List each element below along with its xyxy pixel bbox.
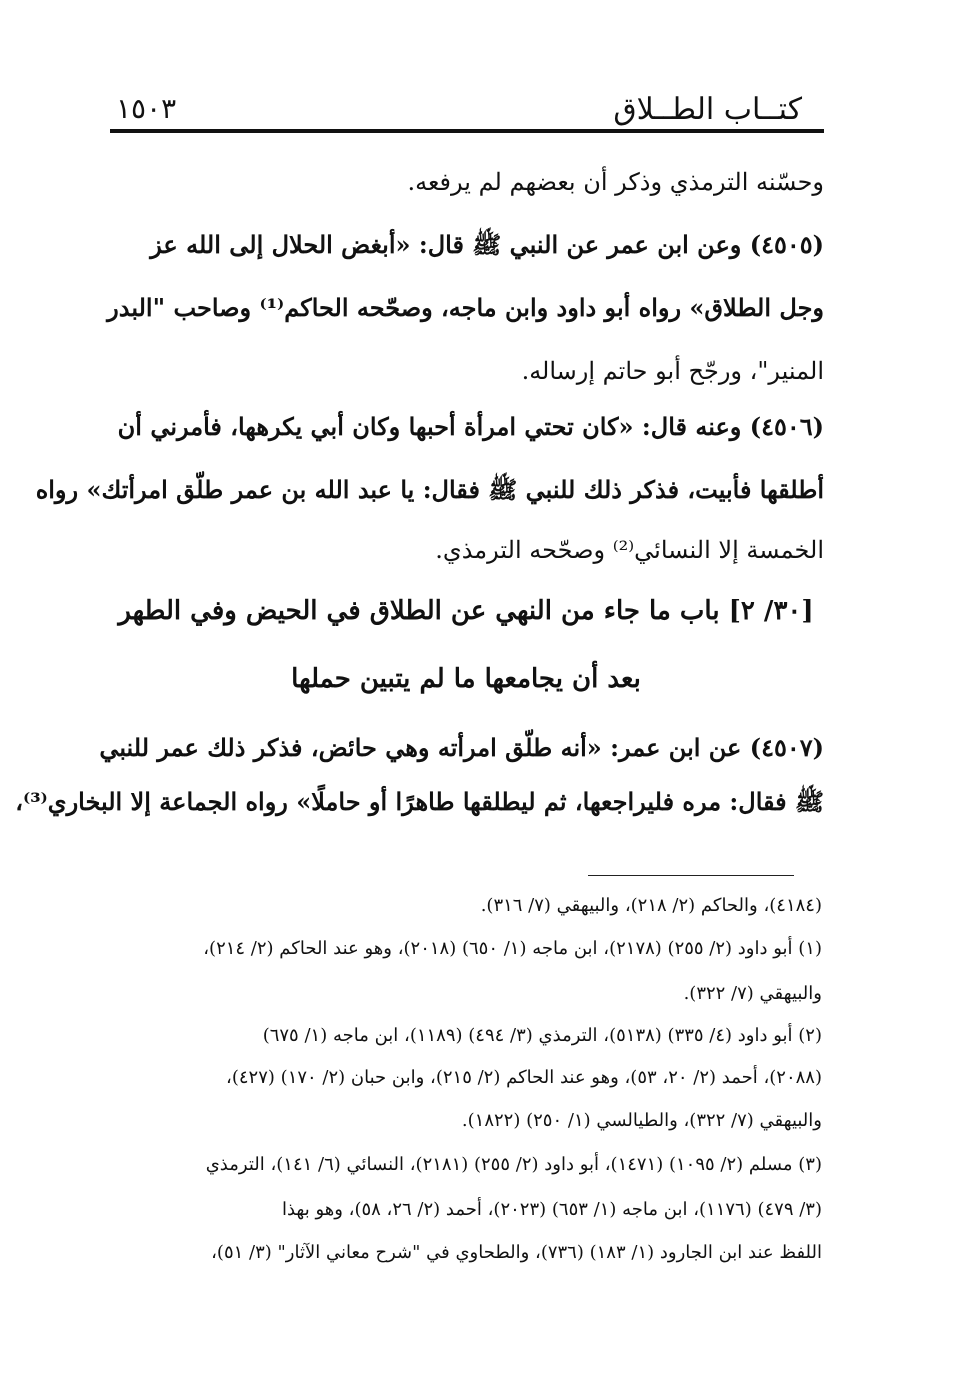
footnote-line: اللفظ عند ابن الجارود (١/ ١٨٣) (٧٣٦)، والطحاوي في "شرح معاني الآثار" (٣/ ٥١)، <box>211 1242 822 1263</box>
page-number: ١٥٠٣ <box>116 92 177 125</box>
body-line: الخمسة إلا النسائي⁽²⁾ وصحّحه الترمذي. <box>435 536 824 564</box>
footnote-line: (١) أبو داود (٢/ ٢٥٥) (٢١٧٨)، ابن ماجه (١/ ٦٥٠) (٢٠١٨)، وهو عند الحاكم (٢/ ٢١٤)، <box>203 938 822 959</box>
body-line: (٤٥٠٦) وعنه قال: «كان تحتي امرأة أحبها وكان أبي يكرهها، فأمرني أن <box>117 412 824 441</box>
body-line: أطلقها فأبيت، فذكر ذلك للنبي ﷺ فقال: يا عبد الله بن عمر طلّق امرأتك» رواه <box>35 475 824 504</box>
page-header <box>112 88 822 132</box>
section-heading-line-2: بعد أن يجامعها ما لم يتبين حملها <box>291 664 641 694</box>
body-line: (٤٥٠٥) وعن ابن عمر عن النبي ﷺ قال: «أبغض الحلال إلى الله عز <box>150 230 824 259</box>
footnote-line: والبيهقي (٧/ ٣٢٢). <box>683 983 822 1004</box>
header-rule <box>110 129 824 133</box>
chapter-title: كتــاب الطــلاق <box>613 92 802 127</box>
footnote-line: (٣) مسلم (٢/ ١٠٩٥) (١٤٧١)، أبو داود (٢/ ٢٥٥) (٢١٨١)، النسائي (٦/ ١٤١)، الترمذي <box>205 1154 822 1175</box>
footnote-line: (٢) أبو داود (٤/ ٣٣٥) (٥١٣٨)، الترمذي (٣/ ٤٩٤) (١١٨٩)، ابن ماجه (١/ ٦٧٥) <box>262 1025 822 1046</box>
section-heading-line-1: [٣٠/ ٢] باب ما جاء من النهي عن الطلاق في الحيض وفي الطهر <box>118 596 814 626</box>
body-line: وجل الطلاق» رواه أبو داود وابن ماجه، وصحّحه الحاكم⁽¹⁾ وصاحب "البدر <box>107 293 824 322</box>
footnote-line: (٤١٨٤)، والحاكم (٢/ ٢١٨)، والبيهقي (٧/ ٣١٦). <box>480 895 822 916</box>
body-line: المنير"، ورجّح أبو حاتم إرساله. <box>521 357 824 385</box>
body-line: وحسّنه الترمذي وذكر أن بعضهم لم يرفعه. <box>407 168 824 196</box>
footnote-separator <box>588 875 794 876</box>
footnote-line: (٣/ ٤٧٩) (١١٧٦)، ابن ماجه (١/ ٦٥٣) (٢٠٢٣)، أحمد (٢/ ٢٦، ٥٨)، وهو بهذا <box>281 1199 822 1220</box>
body-line: ﷺ فقال: مره فليراجعها، ثم ليطلقها طاهرًا أو حاملًا» رواه الجماعة إلا البخاري⁽³⁾، <box>15 787 824 816</box>
footnote-line: (٢٠٨٨)، أحمد (٢/ ٢٠، ٥٣)، وهو عند الحاكم (٢/ ٢١٥)، وابن حبان (٢/ ١٧٠) (٤٢٧)، <box>226 1067 822 1088</box>
body-line: (٤٥٠٧) عن ابن عمر: «أنه طلّق امرأته وهي حائض، فذكر ذلك عمر للنبي <box>99 733 824 762</box>
footnote-line: والبيهقي (٧/ ٣٢٢)، والطيالسي (١/ ٢٥٠) (١٨٢٢). <box>461 1110 822 1131</box>
